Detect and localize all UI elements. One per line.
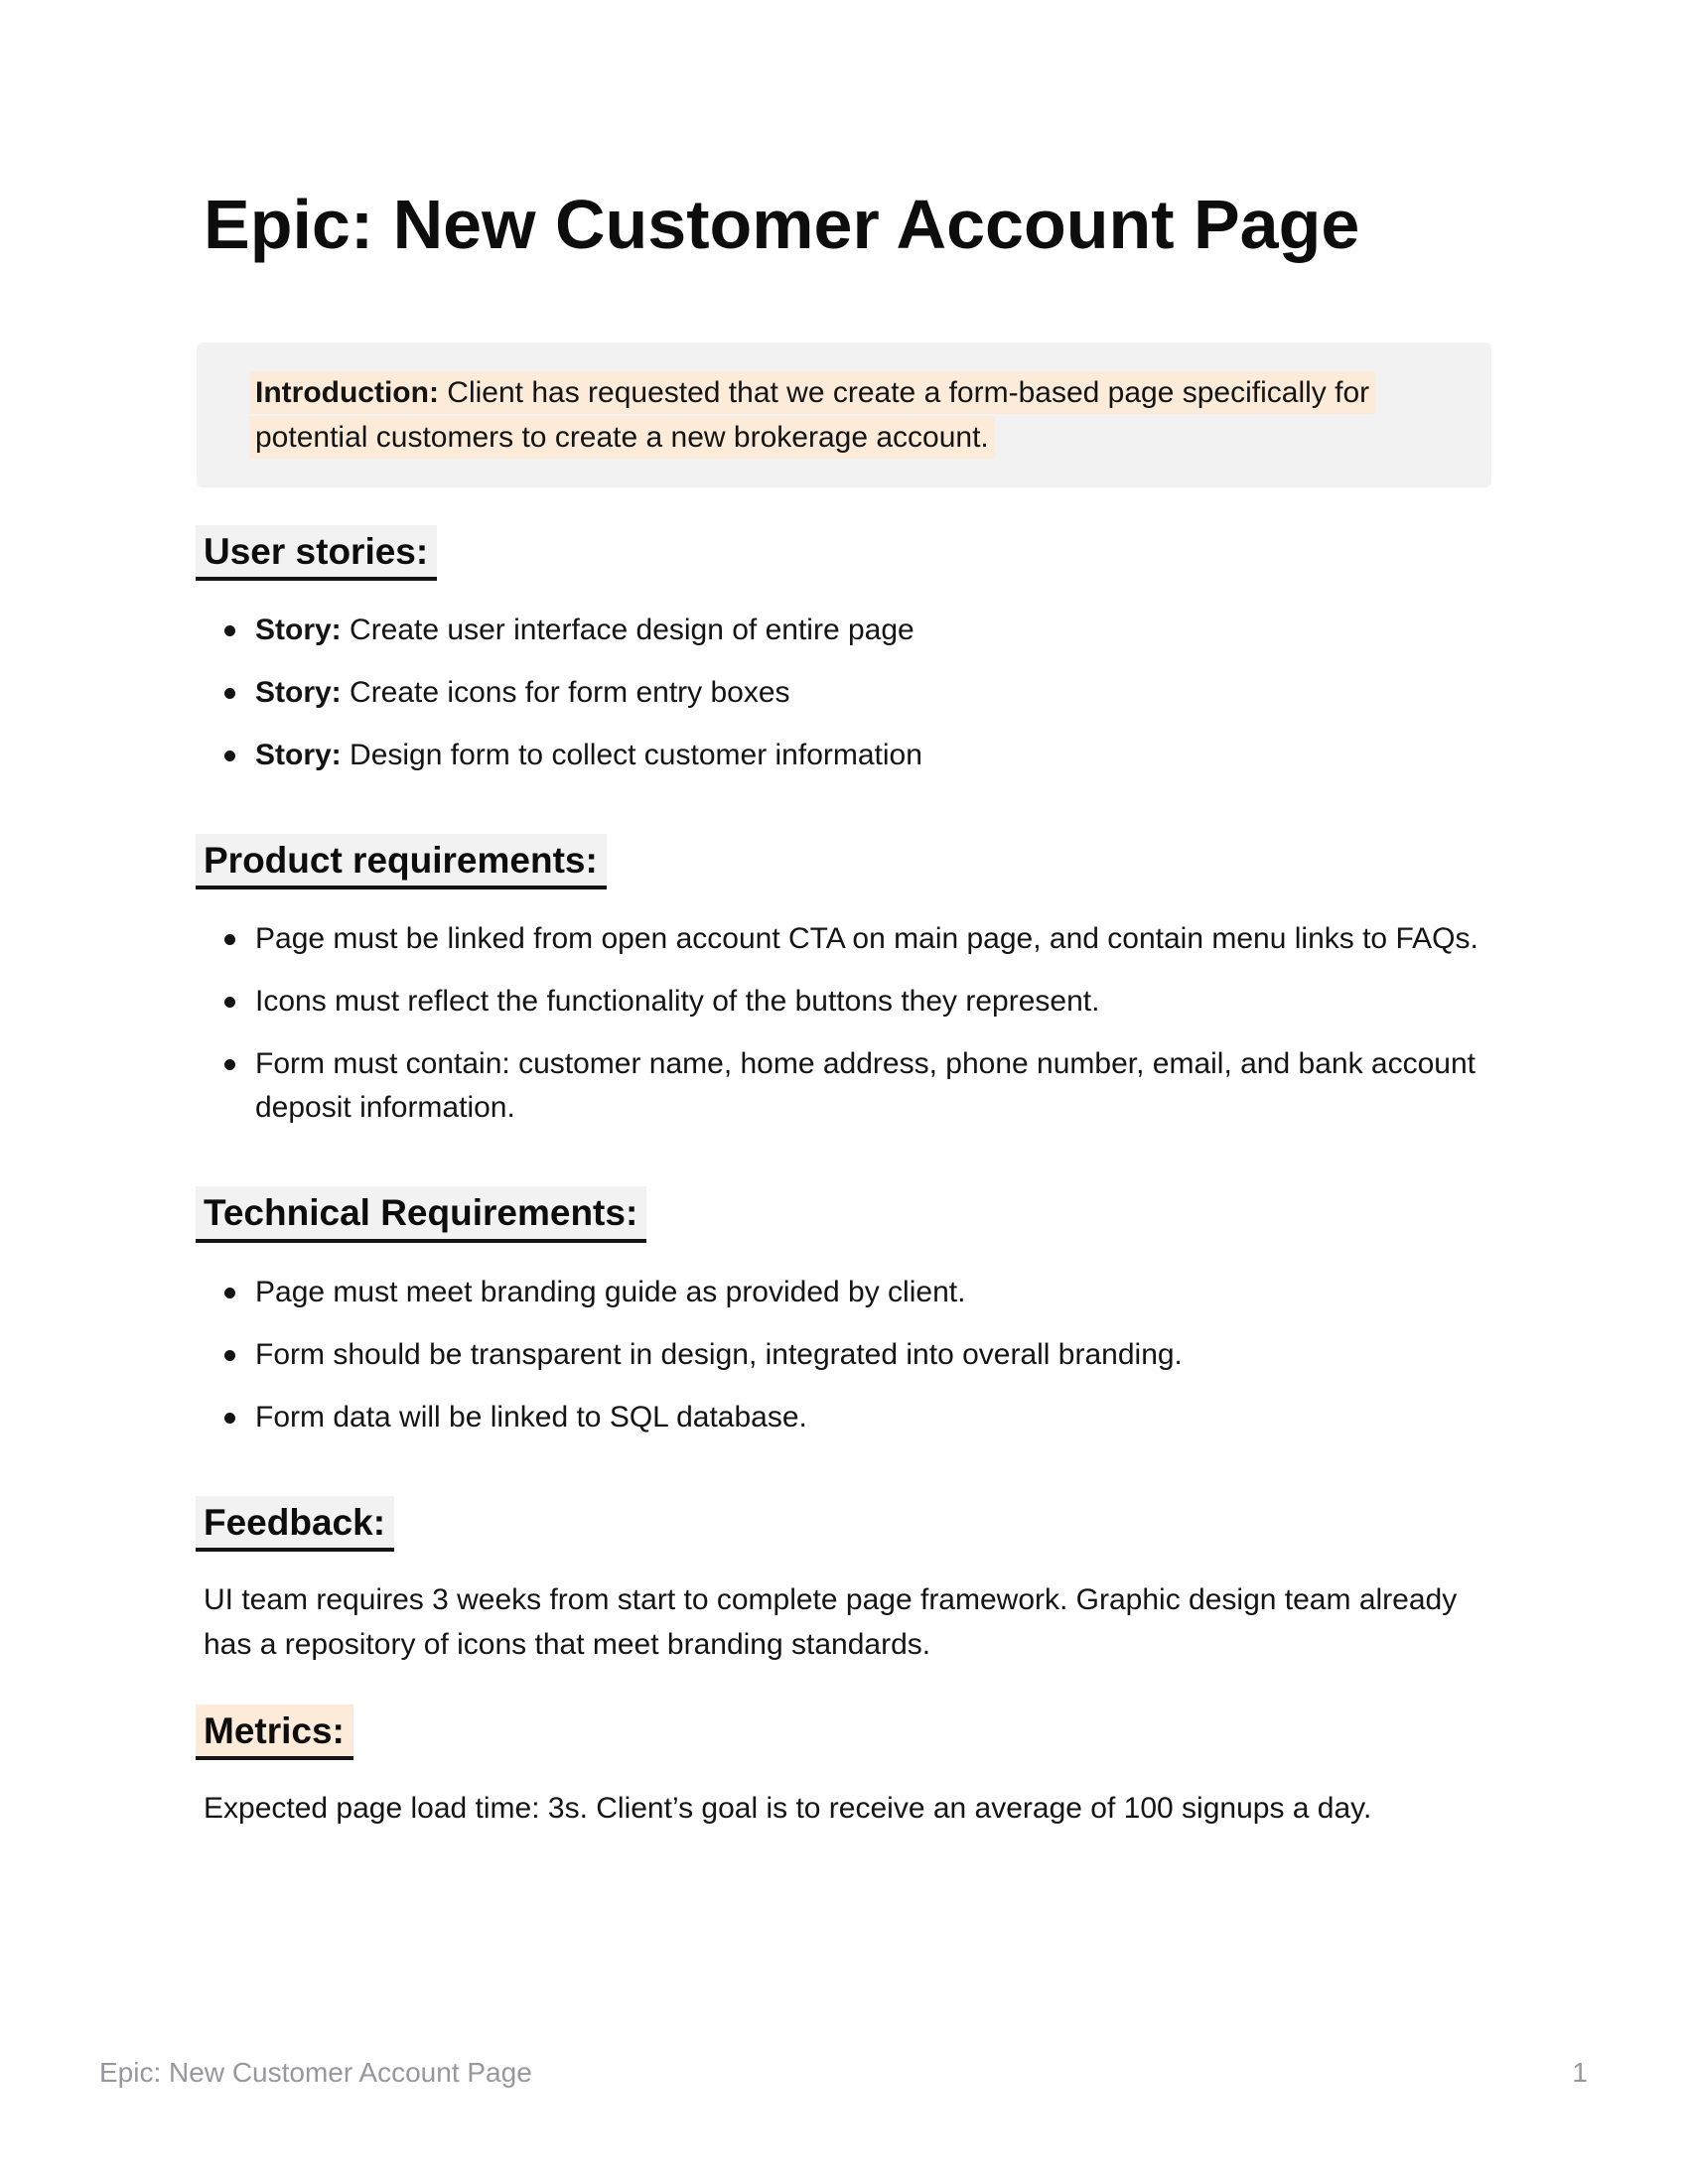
list-item: Form should be transparent in design, integrated into overall branding. — [204, 1333, 1484, 1377]
introduction-text: Client has requested that we create a form-based page specifically for potential customers to create a new brokerage account. — [255, 375, 1370, 454]
story-label: Story: — [255, 613, 342, 646]
heading-product-requirements: Product requirements: — [196, 834, 607, 889]
footer-document-title: Epic: New Customer Account Page — [99, 2057, 532, 2088]
footer-page-number: 1 — [1572, 2057, 1588, 2088]
list-item: Page must meet branding guide as provided by client. — [204, 1271, 1484, 1314]
section-technical-requirements — [204, 1149, 1484, 1438]
story-text: Design form to collect customer information — [350, 738, 922, 771]
introduction-paragraph — [249, 370, 1406, 460]
list-item: Icons must reflect the functionality of the buttons they represent. — [204, 980, 1484, 1024]
feedback-paragraph: UI team requires 3 weeks from start to complete page framework. Graphic design team already has a repository of icons that meet branding standards. — [204, 1583, 1458, 1662]
introduction-highlight — [249, 371, 1375, 459]
story-label: Story: — [255, 738, 342, 771]
heading-user-stories: User stories: — [196, 525, 437, 581]
document-title: Epic: New Customer Account Page — [204, 186, 1360, 263]
story-text: Create user interface design of entire page — [350, 613, 914, 646]
list-item — [204, 734, 1484, 777]
introduction-label: Introduction: — [255, 375, 439, 409]
list-item: Form must contain: customer name, home address, phone number, email, and bank account deposit information. — [204, 1042, 1484, 1130]
section-product-requirements — [204, 796, 1484, 1130]
product-requirements-list — [204, 917, 1484, 1130]
list-item — [204, 609, 1484, 652]
section-metrics — [204, 1667, 1484, 1831]
metrics-paragraph: Expected page load time: 3s. Client’s goal is to receive an average of 100 signups a day. — [204, 1792, 1372, 1826]
user-stories-list — [204, 609, 1484, 777]
list-item: Form data will be linked to SQL database. — [204, 1396, 1484, 1439]
heading-metrics: Metrics: — [196, 1705, 353, 1760]
technical-requirements-list — [204, 1271, 1484, 1439]
introduction-callout — [197, 342, 1491, 487]
list-item: Page must be linked from open account CTA on main page, and contain menu links to FAQs. — [204, 917, 1484, 961]
section-feedback — [204, 1458, 1484, 1667]
heading-technical-requirements: Technical Requirements: — [196, 1186, 646, 1242]
document-content — [0, 185, 1688, 1831]
story-label: Story: — [255, 675, 342, 709]
list-item — [204, 671, 1484, 715]
story-text: Create icons for form entry boxes — [350, 675, 790, 709]
heading-feedback: Feedback: — [196, 1496, 394, 1552]
section-user-stories — [204, 487, 1484, 777]
